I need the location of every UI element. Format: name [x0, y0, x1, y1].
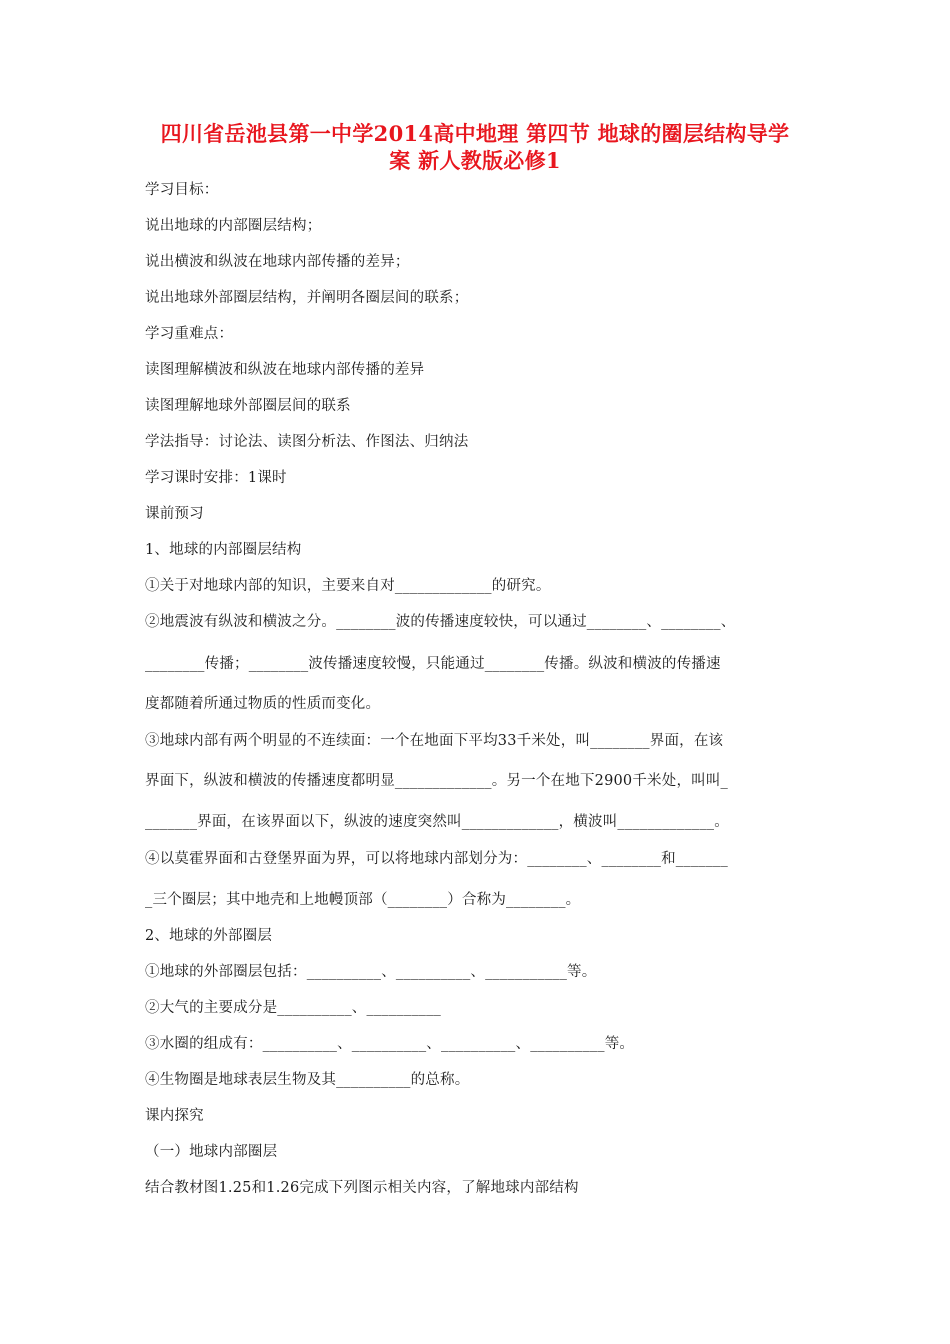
section-heading-objectives: 学习目标：: [145, 182, 219, 198]
objective-item: 说出地球的内部圈层结构；: [145, 218, 322, 234]
exercise-line: ②地震波有纵波和横波之分。________波的传播速度较快，可以通过________、________、: [145, 614, 736, 630]
subsection-heading: 1、地球的内部圈层结构: [145, 542, 302, 558]
subsection-heading: 2、地球的外部圈层: [145, 928, 273, 944]
exercise-line: ③水圈的组成有：__________、__________、__________、__________等。: [145, 1036, 635, 1052]
class-schedule: 学习课时安排：1课时: [145, 470, 287, 486]
objective-item: 说出地球外部圈层结构，并阐明各圈层间的联系；: [145, 290, 469, 306]
exercise-line: ④以莫霍界面和古登堡界面为界，可以将地球内部划分为：________、________和_______: [145, 851, 728, 867]
exercise-line: _三个圈层；其中地壳和上地幔顶部（________）合称为________。: [145, 892, 581, 908]
exercise-line: ①地球的外部圈层包括：__________、__________、___________等。: [145, 964, 597, 980]
exercise-line: ②大气的主要成分是__________、__________: [145, 1000, 441, 1016]
exercise-line: ________传播；________波传播速度较慢，只能通过________传播。纵波和横波的传播速: [145, 656, 721, 672]
method-guidance: 学法指导：讨论法、读图分析法、作图法、归纳法: [145, 434, 469, 450]
title-line-2: 案 新人教版必修1: [389, 148, 561, 173]
exercise-line: ①关于对地球内部的知识，主要来自对_____________的研究。: [145, 578, 551, 594]
exercise-line: _______界面，在该界面以下，纵波的速度突然叫_____________，横波叫_____________。: [145, 814, 729, 830]
section-heading-key-points: 学习重难点：: [145, 326, 234, 342]
exercise-line: 界面下，纵波和横波的传播速度都明显_____________。另一个在地下2900千米处，叫叫_: [145, 773, 728, 789]
key-point-item: 读图理解地球外部圈层间的联系: [145, 398, 351, 414]
exercise-line: 度都随着所通过物质的性质而变化。: [145, 696, 381, 712]
key-point-item: 读图理解横波和纵波在地球内部传播的差异: [145, 362, 425, 378]
subsection-heading: （一）地球内部圈层: [145, 1144, 278, 1160]
section-heading-in-class: 课内探究: [145, 1108, 204, 1124]
instruction-line: 结合教材图1.25和1.26完成下列图示相关内容，了解地球内部结构: [145, 1180, 579, 1196]
document-title: [120, 120, 830, 174]
section-heading-preview: 课前预习: [145, 506, 204, 522]
title-line-1: 四川省岳池县第一中学2014高中地理 第四节 地球的圈层结构导学: [160, 121, 790, 146]
exercise-line: ④生物圈是地球表层生物及其__________的总称。: [145, 1072, 470, 1088]
objective-item: 说出横波和纵波在地球内部传播的差异；: [145, 254, 410, 270]
exercise-line: ③地球内部有两个明显的不连续面：一个在地面下平均33千米处，叫________界面，在该: [145, 733, 724, 749]
